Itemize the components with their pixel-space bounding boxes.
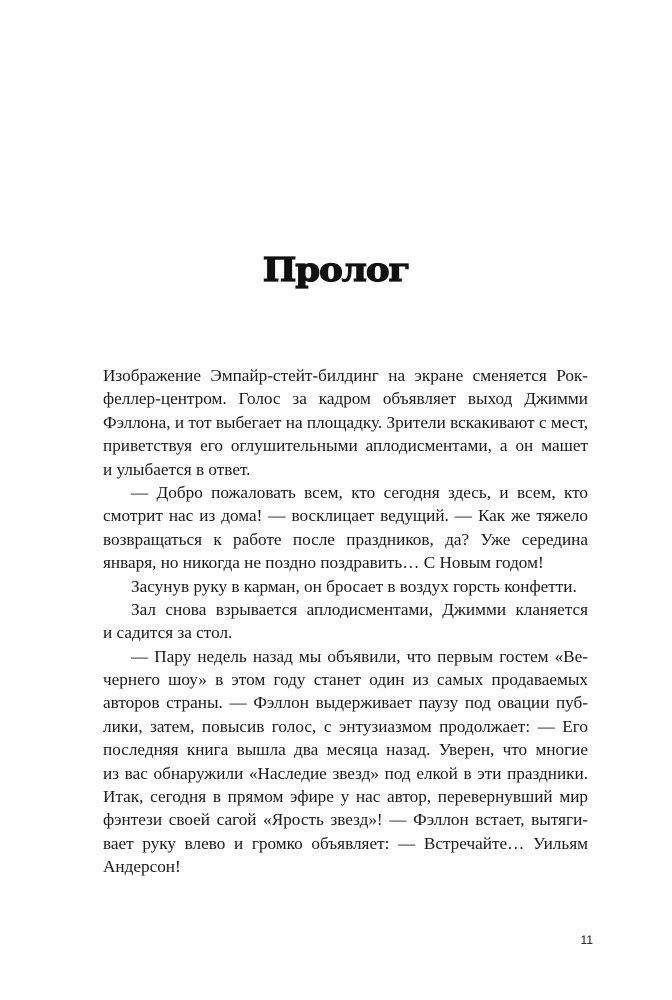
- chapter-title: Пролог: [262, 250, 410, 289]
- text-line: феллер-центром. Голос за кадром объявляет выход Джимми: [103, 389, 588, 409]
- text-line: Изображение Эмпайр-стейт-билдинг на экране сменяется Рок-: [103, 366, 588, 385]
- text-line: Зал снова взрывается аплодисментами, Джимми кланяется: [131, 599, 588, 619]
- text-line: чернего шоу» в этом году станет один из самых продаваемых: [103, 670, 588, 690]
- text-line: Итак, сегодня в прямом эфире у нас автор, перевернувший мир: [103, 787, 588, 807]
- text-line: января, но никогда не поздно поздравить… С Новым годом!: [103, 553, 544, 573]
- text-line: Фэллона, и тот выбегает на площадку. Зрители вскакивают с мест,: [103, 412, 588, 432]
- text-line: Андерсон!: [103, 857, 181, 877]
- text-line: — Добро пожаловать всем, кто сегодня здесь, и всем, кто: [131, 482, 588, 502]
- text-line: лики, затем, повысив голос, с энтузиазмом продолжает: — Его: [103, 716, 588, 736]
- text-line: авторов страны. — Фэллон выдерживает паузу под овации пуб-: [103, 693, 588, 713]
- text-line: из вас обнаружили «Наследие звезд» под елкой в эти праздники.: [103, 763, 588, 783]
- text-line: смотрит нас из дома! — восклицает ведущий. — Как же тяжело: [103, 506, 588, 526]
- text-line: возвращаться к работе после праздников, да? Уже середина: [103, 529, 588, 549]
- page-number: 11: [580, 933, 593, 947]
- text-line: приветствуя его оглушительными аплодисментами, а он машет: [103, 436, 588, 456]
- text-line: — Пару недель назад мы объявили, что первым гостем «Ве-: [131, 646, 588, 666]
- text-line: Засунув руку в карман, он бросает в воздух горсть конфетти.: [131, 576, 577, 596]
- body-text: [103, 364, 588, 879]
- text-line: вает руку влево и громко объявляет: — Встречайте… Уильям: [103, 833, 588, 853]
- text-line: последняя книга вышла два месяца назад. Уверен, что многие: [103, 740, 588, 760]
- text-line: и улыбается в ответ.: [103, 459, 251, 479]
- text-line: и садится за стол.: [103, 623, 233, 643]
- text-line: фэнтези своей сагой «Ярость звезд»! — Фэллон встает, вытяги-: [103, 810, 588, 830]
